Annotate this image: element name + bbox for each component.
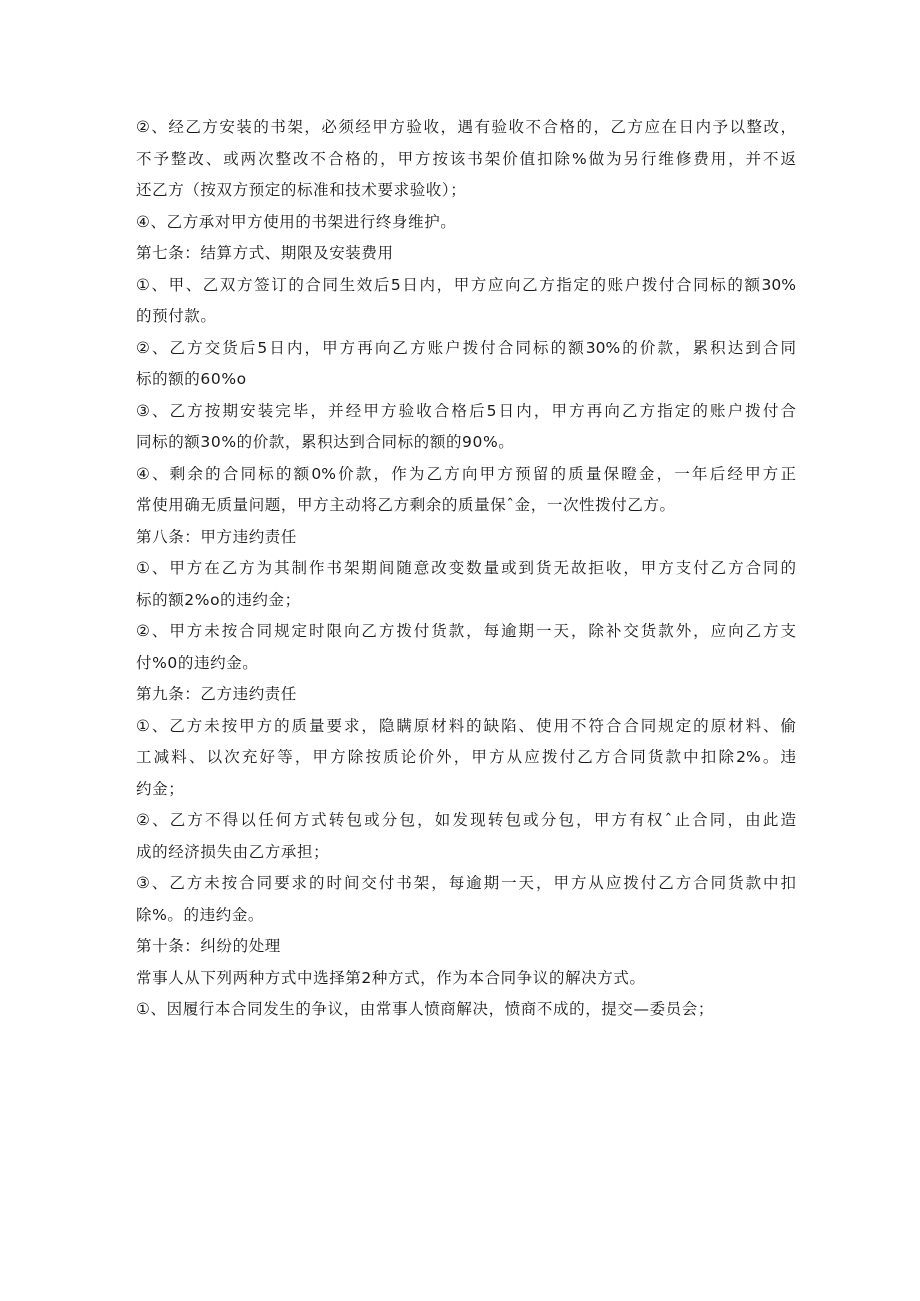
text-line: 标的额2%o的违约金； [136,590,301,609]
text-line: ③、乙方未按合同要求的时间交付书架，每逾期一天，甲方从应拨付乙方合同货款中扣 [136,874,796,892]
text-line: ①、甲方在乙方为其制作书架期间随意改变数量或到货无故拒收，甲方支付乙方合同的 [136,559,796,577]
text-line: ①、因履行本合同发生的争议，由常事人愤商解决，愤商不成的，提交—委员会； [136,1000,714,1018]
text-line: 除%。的违约金。 [136,905,265,924]
text-line: ①、甲、乙双方签订的合同生效后5日内，甲方应向乙方指定的账户拨付合同标的额30% [136,275,796,294]
document-body [136,112,796,1026]
text-line: 的预付款。 [136,307,217,325]
text-line: ②、乙方交货后5日内，甲方再向乙方账户拨付合同标的额30%的价款，累积达到合同 [136,338,796,357]
text-line: 第七条：结算方式、期限及安装费用 [136,244,394,262]
text-line: 工减料、以次充好等，甲方除按质论价外，甲方从应拨付乙方合同货款中扣除2%。违 [136,748,796,766]
text-line: ②、乙方不得以任何方式转包或分包，如发现转包或分包，甲方有权ˆ止合同，由此造 [136,811,796,829]
text-line: 不予整改、或两次整改不合格的，甲方按该书架价值扣除%做为另行维修费用，并不返 [136,149,796,168]
text-line: 第十条：纠纷的处理 [136,937,281,955]
text-line: ②、经乙方安装的书架，必须经甲方验收，遇有验收不合格的，乙方应在日内予以整改， [136,118,796,136]
text-line: ②、甲方未按合同规定时限向乙方拨付货款，每逾期一天，除补交货款外，应向乙方支 [136,622,796,640]
text-line: ①、乙方未按甲方的质量要求，隐瞒原材料的缺陷、使用不符合合同规定的原材料、偷 [136,716,796,735]
text-line: ④、乙方承对甲方使用的书架进行终身维护。 [136,212,457,231]
text-line: 标的额的60%o [136,370,247,388]
text-line: 约金； [136,779,185,798]
text-line: 第八条：甲方违约责任 [136,527,298,546]
text-line: 成的经济损失由乙方承担； [136,842,330,861]
text-line: ④、剩余的合同标的额0%价款，作为乙方向甲方预留的质量保瞪金，一年后经甲方正 [136,464,796,483]
text-line: 常使用确无质量问题，甲方主动将乙方剩余的质量保ˆ金，一次性拨付乙方。 [136,496,676,514]
text-line: 常事人从下列两种方式中选择第2种方式，作为本合同争议的解决方式。 [136,968,646,987]
text-line: 还乙方（按双方预定的标准和技术要求验收）； [136,181,467,199]
text-line: 第九条：乙方违约责任 [136,685,298,703]
text-line: ③、乙方按期安装完毕，并经甲方验收合格后5日内，甲方再向乙方指定的账户拨付合 [136,401,796,420]
text-line: 付%0的违约金。 [136,653,259,672]
text-line: 同标的额30%的价款，累积达到合同标的额的90%。 [136,433,515,451]
